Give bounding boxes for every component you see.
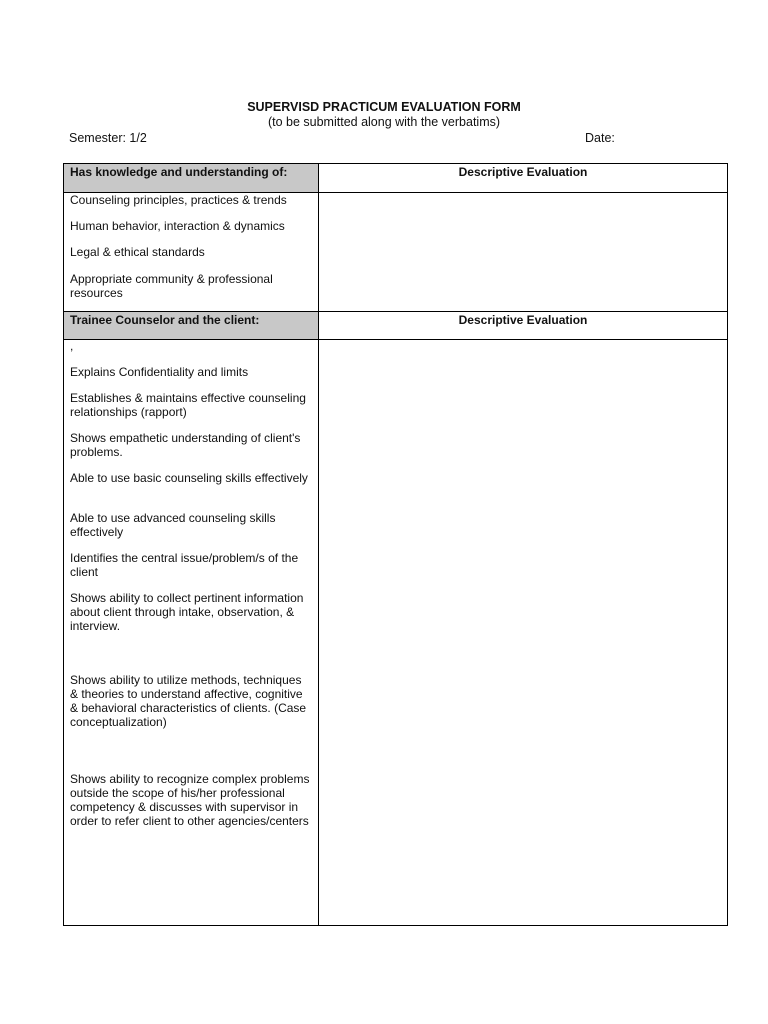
section1-item: Counseling principles, practices & trends (70, 193, 287, 207)
form-title: SUPERVISD PRACTICUM EVALUATION FORM (247, 100, 521, 114)
section2-item: Able to use advanced counseling skills effectively (70, 511, 276, 539)
section2-item: Establishes & maintains effective counseling relationships (rapport) (70, 391, 306, 419)
section2-item: Identifies the central issue/problem/s of the client (70, 551, 299, 579)
section1-evaluation-heading: Descriptive Evaluation (458, 165, 588, 179)
section2-item: Shows ability to collect pertinent information about client through intake, observation, & interview. (70, 591, 304, 633)
section2-heading: Trainee Counselor and the client: (64, 312, 318, 339)
stray-mark: , (70, 339, 74, 353)
section1-item: Legal & ethical standards (70, 245, 205, 259)
section1-item: Human behavior, interaction & dynamics (70, 219, 285, 233)
section2-item: Explains Confidentiality and limits (70, 365, 249, 379)
evaluation-table (63, 163, 728, 926)
section2-item: Shows ability to recognize complex problems outside the scope of his/her professional competency & discusses with supervisor in order to refer client to other agencies/centers (70, 772, 310, 828)
section1-heading: Has knowledge and understanding of: (64, 164, 318, 192)
section2-evaluation-heading: Descriptive Evaluation (458, 313, 588, 327)
form-subtitle: (to be submitted along with the verbatims) (267, 115, 501, 129)
section2-item: Able to use basic counseling skills effectively (70, 471, 308, 485)
date-label: Date: (585, 131, 615, 145)
column-divider (318, 164, 319, 925)
section2-item: Shows empathetic understanding of client's problems. (70, 431, 301, 459)
section1-item: Appropriate community & professional resources (70, 272, 273, 300)
semester-label: Semester: 1/2 (69, 131, 147, 145)
section2-item: Shows ability to utilize methods, techniques & theories to understand affective, cognitive & behavioral characteristics of clients. (Case conceptualization) (70, 673, 307, 729)
